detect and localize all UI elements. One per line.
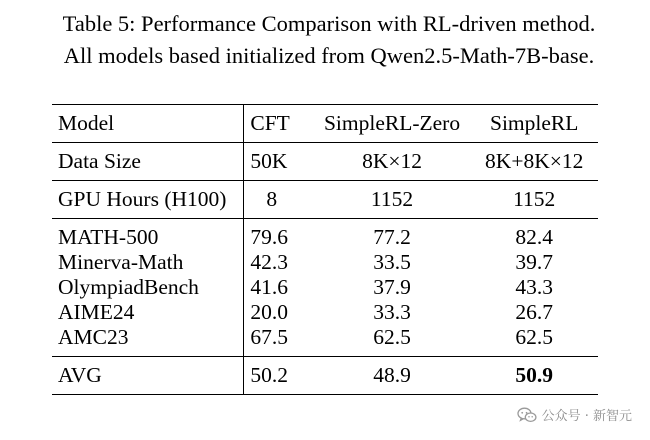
cell-cft: 42.3	[250, 250, 288, 274]
cell-simplerl: 62.5	[515, 325, 554, 349]
row-label: MATH-500	[52, 219, 244, 251]
cell-simplerl-zero: 48.9	[314, 357, 471, 395]
cell-simplerl: 43.3	[515, 275, 554, 299]
table-row-avg	[52, 357, 598, 395]
header-model: Model	[52, 105, 244, 143]
cell-simplerl-zero: 33.3	[373, 300, 411, 324]
cell-cft: 8	[244, 181, 314, 219]
table-row	[52, 219, 598, 251]
cell-cft: 50K	[244, 143, 314, 181]
cell-simplerl: 8K+8K×12	[470, 143, 598, 181]
table-caption	[14, 8, 644, 72]
table-row	[52, 181, 598, 219]
table-row	[52, 275, 598, 300]
row-label: AVG	[52, 357, 244, 395]
table-row	[52, 300, 598, 325]
table-row	[52, 143, 598, 181]
cell-cft: 67.5	[250, 325, 288, 349]
cell-simplerl-zero: 33.5	[373, 250, 411, 274]
header-simplerl: SimpleRL	[470, 105, 598, 143]
cell-simplerl: 82.4	[470, 219, 598, 251]
row-label: Data Size	[52, 143, 244, 181]
cell-simplerl-zero: 1152	[314, 181, 471, 219]
caption-line-2: All models based initialized from Qwen2.5-Math-7B-base.	[63, 43, 595, 68]
caption-line-1: Table 5: Performance Comparison with RL-driven method.	[62, 11, 596, 36]
cell-simplerl-zero: 37.9	[373, 275, 411, 299]
row-label: OlympiadBench	[52, 275, 244, 300]
cell-simplerl-zero: 8K×12	[314, 143, 471, 181]
cell-simplerl-best: 50.9	[470, 357, 598, 395]
watermark-text: 公众号 · 新智元	[541, 409, 632, 424]
cell-simplerl: 26.7	[515, 300, 554, 324]
cell-simplerl: 39.7	[515, 250, 554, 274]
wechat-icon	[517, 407, 537, 423]
header-simplerl-zero: SimpleRL-Zero	[314, 105, 471, 143]
cell-simplerl-zero: 77.2	[314, 219, 471, 251]
cell-cft: 20.0	[250, 300, 288, 324]
watermark	[517, 405, 632, 424]
row-label: Minerva-Math	[52, 250, 244, 275]
cell-cft: 50.2	[244, 357, 314, 395]
row-label: AMC23	[52, 325, 244, 357]
table-row	[52, 250, 598, 275]
header-cft: CFT	[244, 105, 314, 143]
row-label: AIME24	[52, 300, 244, 325]
table-row	[52, 325, 598, 357]
cell-cft: 41.6	[250, 275, 288, 299]
cell-simplerl-zero: 62.5	[373, 325, 411, 349]
cell-cft: 79.6	[244, 219, 314, 251]
results-table	[52, 104, 598, 395]
cell-simplerl: 1152	[470, 181, 598, 219]
row-label: GPU Hours (H100)	[52, 181, 244, 219]
header-row	[52, 105, 598, 143]
